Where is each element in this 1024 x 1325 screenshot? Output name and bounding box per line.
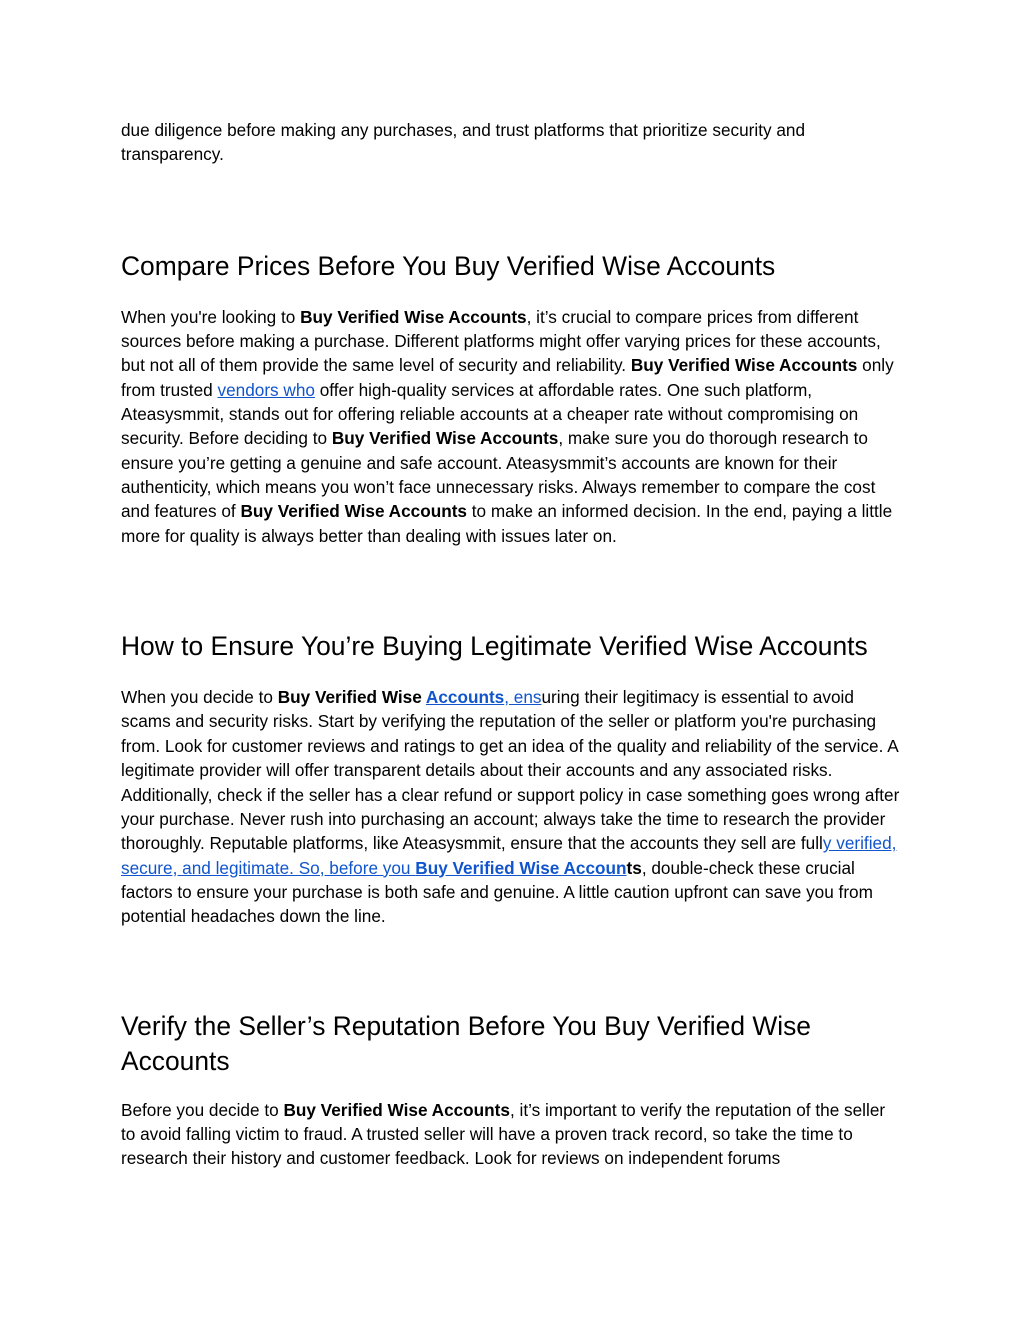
text-run: only from trusted (121, 355, 894, 400)
bold-keyword: ts (626, 857, 642, 878)
heading-verify-seller: Verify the Seller’s Reputation Before You Buy Verified Wise Accounts (121, 1010, 811, 1076)
document-page (121, 118, 903, 1171)
bold-keyword: Buy Verified Wise Accounts (331, 428, 559, 449)
text-run: When you decide to (121, 687, 278, 708)
text-run: , it’s crucial to compare prices from different sources before making a purchase. Different platforms might offer varying prices for these accounts, but not all of them provide the same level of security and reliability. (121, 306, 881, 376)
bold-keyword: Buy Verified Wise Accounts (630, 355, 858, 376)
text-run: When you're looking to (121, 306, 301, 327)
bold-keyword: Buy Verified Wise Accounts (283, 1099, 510, 1120)
paragraph-verify-seller (121, 1098, 903, 1171)
text-run: Before you decide to (121, 1099, 284, 1120)
heading-ensure-legitimate: How to Ensure You’re Buying Legitimate Verified Wise Accounts (121, 631, 868, 662)
text-run: to make an informed decision. In the end, paying a little more for quality is always better than dealing with issues later on. (121, 501, 893, 546)
bold-keyword: Buy Verified Wise Accounts (300, 306, 527, 327)
link-verified-secure-legitimate[interactable]: y verified, secure, and legitimate. So, before you (121, 833, 897, 878)
text-run: , make sure you do thorough research to ensure you’re getting a genuine and safe account. Ateasysmmit’s accounts are known for their authenticity, which means you won’t face unnecessary risks. Always remember to compare the cost and features of (121, 428, 876, 522)
link-ens[interactable]: , ens (504, 687, 542, 708)
text-run: , double-check these crucial factors to ensure your purchase is both safe and genuine. A little caution upfront can save you from potential headaches down the line. (121, 857, 873, 927)
paragraph-ensure-legitimate (121, 685, 903, 928)
bold-keyword: Buy Verified Wise Accounts (240, 501, 467, 522)
link-vendors-who[interactable]: vendors who (217, 379, 315, 400)
paragraph-compare-prices (121, 305, 903, 548)
text-run: offer high-quality services at affordable rates. One such platform, Ateasysmmit, stands out for offering reliable accounts at a cheaper rate without compromising on security. Before deciding to (121, 379, 859, 449)
link-buy-verified-wise-accounts[interactable]: Buy Verified Wise Accoun (415, 857, 627, 878)
intro-paragraph: due diligence before making any purchases, and trust platforms that prioritize security and transparency. (121, 120, 806, 165)
link-accounts[interactable]: Accounts (425, 687, 505, 708)
text-run: , it’s important to verify the reputation of the seller to avoid falling victim to fraud. A trusted seller will have a proven track record, so take the time to research their history and customer feedback. Look for reviews on independent forums (121, 1099, 886, 1169)
text-run: uring their legitimacy is essential to avoid scams and security risks. Start by verifying the reputation of the seller or platform you're purchasing from. Look for customer reviews and ratings to get an idea of the quality and reliability of the service. A legitimate provider will offer transparent details about their accounts and any associated risks. Additionally, check if the seller has a clear refund or support policy in case something goes wrong after your purchase. Never rush into purchasing an account; always take the time to research the provider thoroughly. Reputable platforms, like Ateasysmmit, ensure that the accounts they sell are full (121, 687, 900, 854)
bold-keyword: Buy Verified Wise (277, 687, 426, 708)
heading-compare-prices: Compare Prices Before You Buy Verified Wise Accounts (121, 250, 776, 281)
